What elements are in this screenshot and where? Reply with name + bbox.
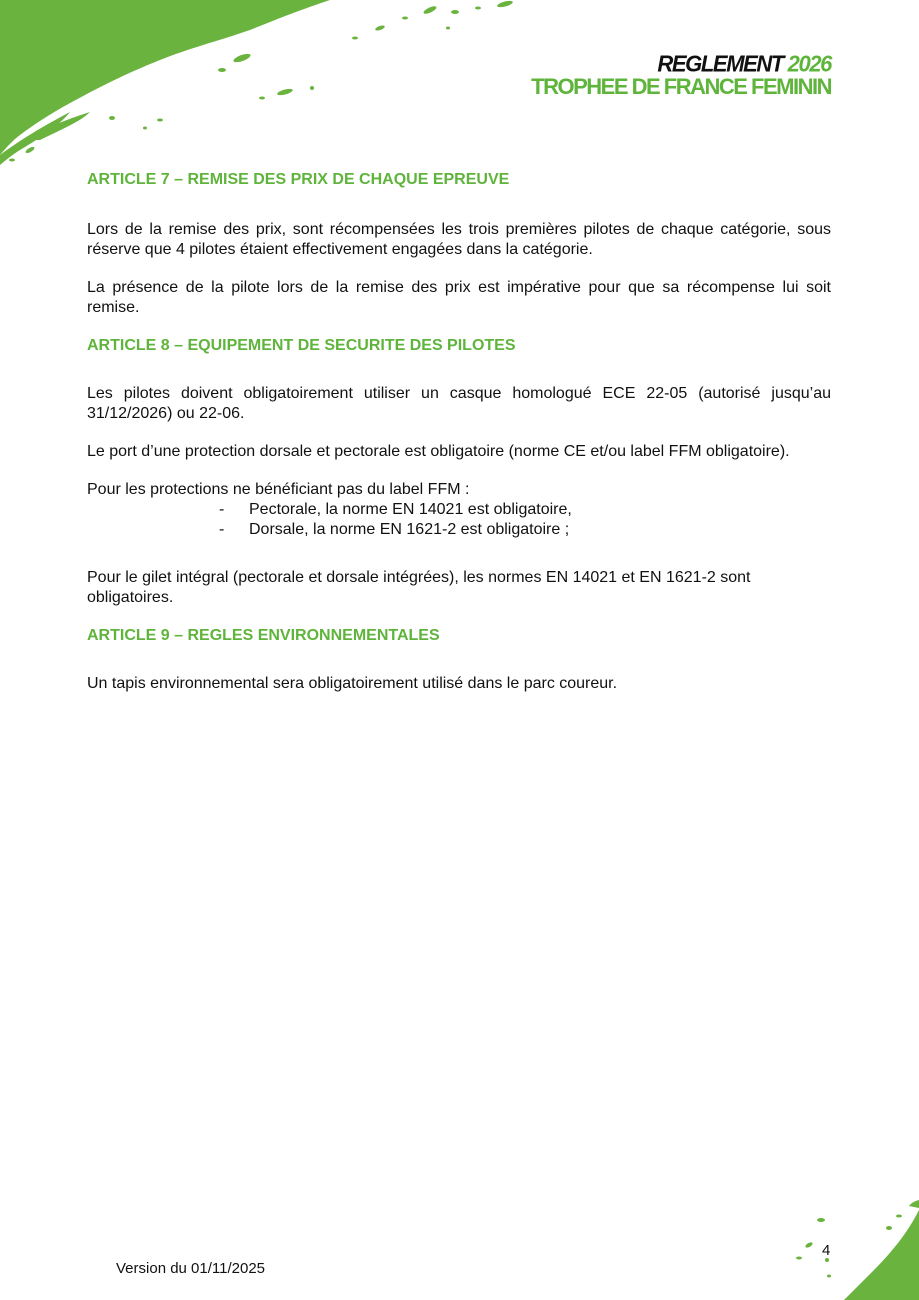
article-9-paragraph-1: Un tapis environnemental sera obligatoirement utilisé dans le parc coureur.: [87, 675, 618, 692]
top-left-green-splash-decoration: [0, 0, 540, 175]
article-7-heading: ARTICLE 7 – REMISE DES PRIX DE CHAQUE EPREUVE: [87, 171, 510, 188]
document-body: [87, 170, 831, 694]
article-8-heading: ARTICLE 8 – EQUIPEMENT DE SECURITE DES PILOTES: [87, 337, 516, 354]
protection-norms-list: [87, 500, 831, 540]
bottom-right-green-splash-decoration: [749, 1200, 919, 1300]
article-7-paragraph-1: Lors de la remise des prix, sont récompensées les trois premières pilotes de chaque catégorie, sous réserve que 4 pilotes étaient effectivement engagées dans la catégorie.: [87, 221, 831, 258]
list-item: [219, 500, 831, 520]
article-8-paragraph-3: Pour les protections ne bénéficiant pas du label FFM :: [87, 481, 470, 498]
list-item: [219, 520, 831, 540]
footer-version: Version du 01/11/2025: [116, 1260, 266, 1277]
header-subtitle: TROPHEE DE FRANCE FEMININ: [531, 74, 831, 99]
article-9-heading: ARTICLE 9 – REGLES ENVIRONNEMENTALES: [87, 627, 440, 644]
header-title-line: [531, 51, 831, 75]
article-8-paragraph-2: Le port d’une protection dorsale et pectorale est obligatoire (norme CE et/ou label FFM obligatoire).: [87, 443, 790, 460]
list-item-text: Dorsale, la norme EN 1621-2 est obligatoire ;: [249, 521, 570, 538]
bullet-dash: -: [219, 521, 225, 538]
page-number: 4: [822, 1242, 831, 1259]
article-8-closing: Pour le gilet intégral (pectorale et dorsale intégrées), les normes EN 14021 et EN 1621-2 sont obligatoires.: [87, 569, 751, 606]
document-header: [531, 52, 831, 98]
header-year: 2026: [787, 50, 831, 77]
list-item-text: Pectorale, la norme EN 14021 est obligatoire,: [249, 501, 572, 518]
article-8-paragraph-1: Les pilotes doivent obligatoirement utiliser un casque homologué ECE 22-05 (autorisé jusqu’au 31/12/2026) ou 22-06.: [87, 385, 831, 422]
bullet-dash: -: [219, 501, 225, 518]
header-title: REGLEMENT: [657, 50, 783, 77]
article-7-paragraph-2: La présence de la pilote lors de la remise des prix est impérative pour que sa récompense lui soit remise.: [87, 279, 831, 316]
